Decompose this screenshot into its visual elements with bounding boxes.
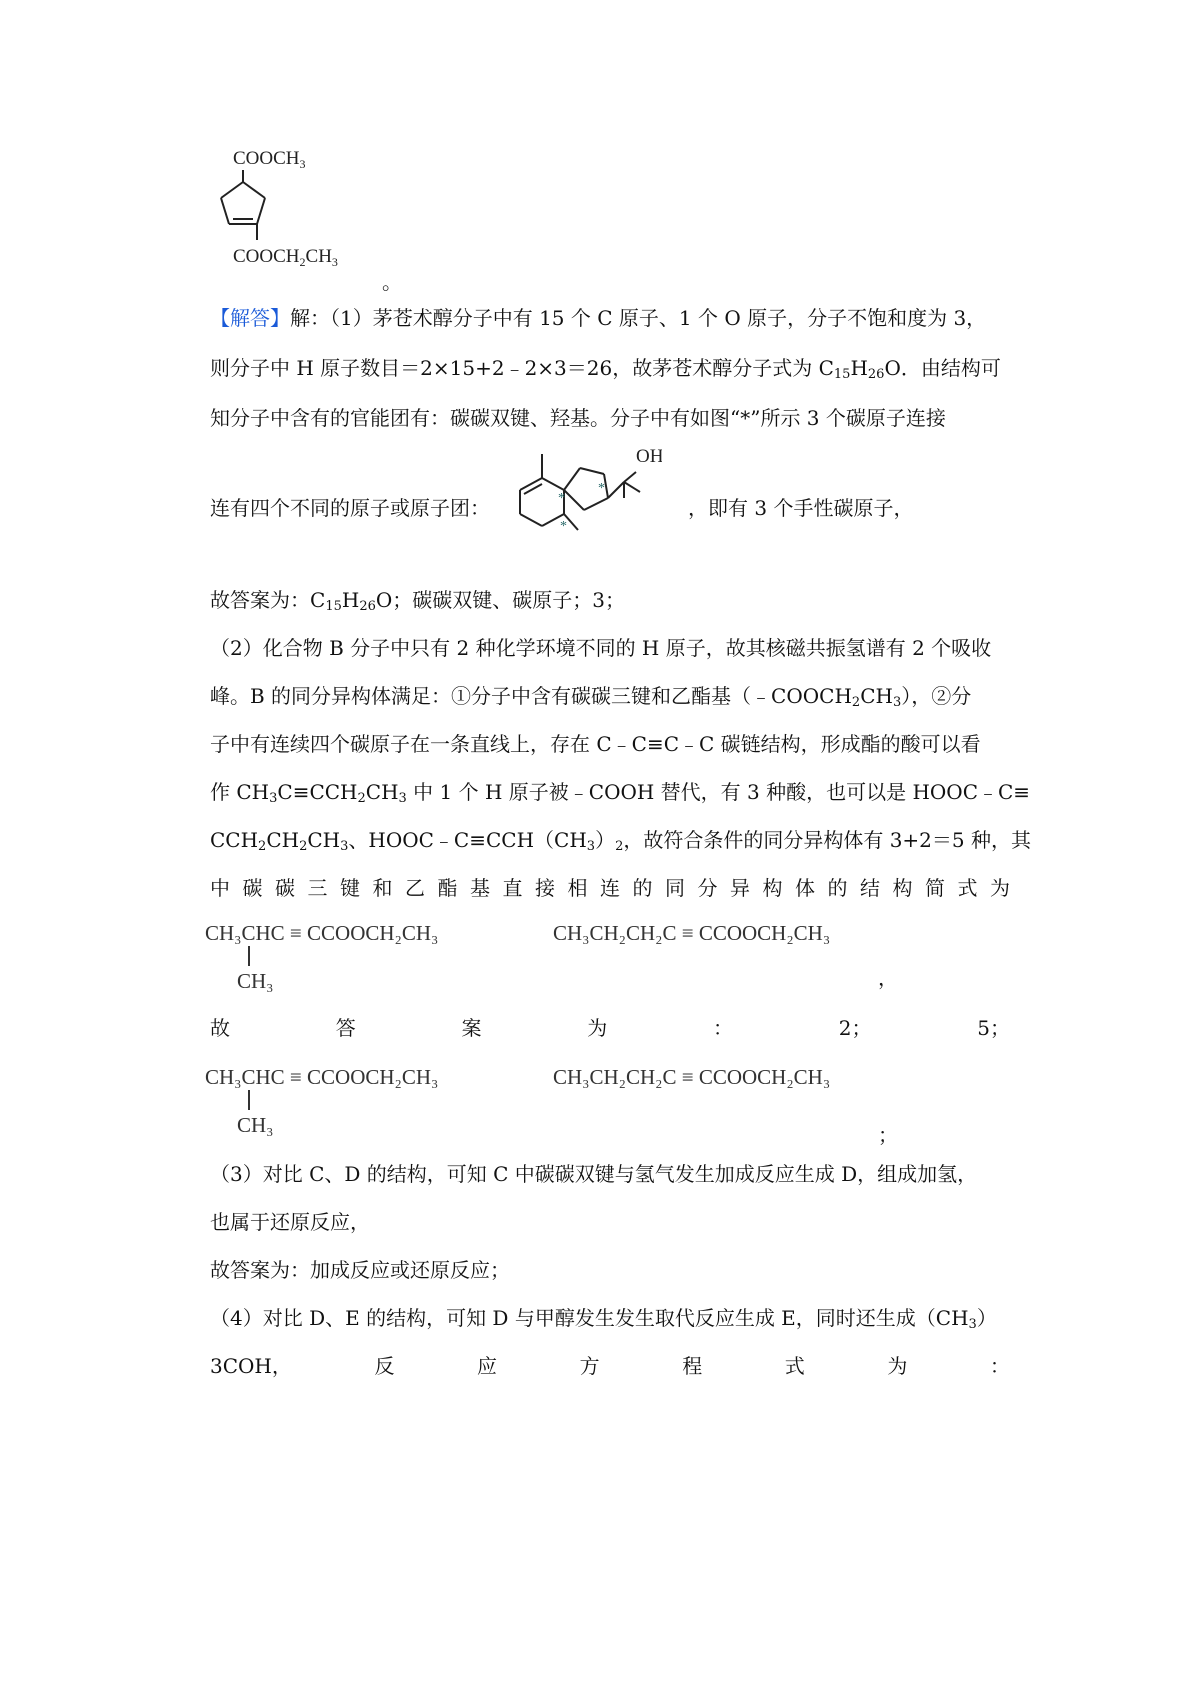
answer-para2-line5: $CCH_2CH_2CH_3$、$HOOC﹣C\equiv CCH(CH_3)_2$，故符合条件的同分异构体有 3+2＝5 种，其 (210, 828, 1031, 854)
answer-para2-line3: 子中有连续四个碳原子在一条直线上，存在 C﹣C≡C﹣C 碳链结构，形成酯的酸可以看 (210, 732, 981, 756)
chiral-star-2: * (598, 481, 605, 496)
formula-linear-2 (553, 1062, 883, 1102)
formula-branched-1 (205, 918, 505, 998)
diester-period: 。 (382, 270, 402, 294)
answer-para4-line2: 3COH， 反 应 方 程 式 为 ： (210, 1354, 1010, 1378)
formula-branched-2-drawing (205, 1062, 505, 1142)
formula-semicolon: ； (878, 1123, 898, 1147)
formula-linear-1-drawing (553, 918, 883, 958)
formula-branched-branch: CH₃ (237, 1113, 274, 1137)
answer-para2-line6: 中 碳 碳 三 键 和 乙 酯 基 直 接 相 连 的 同 分 异 构 体 的 结 构 简 式 为 (210, 876, 1010, 900)
formula-linear-main: CH₃CH₂CH₂C ≡ CCOOCH₂CH₃ (553, 921, 831, 945)
answer-para2-line1: （2）化合物 B 分子中只有 2 种化学环境不同的 H 原子，故其核磁共振氢谱有 2 个吸收 (210, 636, 992, 660)
answer-para3-line1: （3）对比 C、D 的结构，可知 C 中碳碳双键与氢气发生加成反应生成 D，组成加氢， (210, 1162, 978, 1186)
answer-para1-line2: 则分子中 H 原子数目＝2×15+2﹣2×3＝26，故茅苍术醇分子式为 $C_{15}H_{26}O$．由结构可 (210, 356, 1001, 382)
formula-branched-main: CH₃CHC ≡ CCOOCH₂CH₃ (205, 921, 439, 945)
formula-branched-main: CH₃CHC ≡ CCOOCH₂CH₃ (205, 1065, 439, 1089)
answer-para2-line2: 峰。B 的同分异构体满足：①分子中含有碳碳三键和乙酯基$(﹣COOCH_2CH_3)$，②分 (210, 684, 972, 710)
formula-linear-1 (553, 918, 883, 958)
chiral-star-1: * (558, 491, 565, 506)
hydroxyl-label: OH (636, 446, 662, 467)
answer-tag: 【解答】 (210, 306, 290, 330)
diester-bottom-group: $COOCH_2CH_3$ (233, 246, 338, 269)
formula-comma: ， (878, 966, 898, 990)
formula-linear-2-drawing (553, 1062, 883, 1102)
diester-top-group: $COOCH_3$ (233, 148, 306, 171)
formula-branched-1-drawing (205, 918, 505, 998)
answer-para1-line4-right: ，即有 3 个手性碳原子， (688, 496, 914, 520)
answer-para3-line2: 也属于还原反应， (210, 1210, 370, 1234)
chiral-star-3: * (560, 519, 567, 534)
answer-para2-line4: 作 $CH_3C\equiv CCH_2CH_3$ 中 1 个 H 原子被﹣COOH 替代，有 3 种酸，也可以是 HOOC﹣C≡ (210, 780, 1031, 806)
answer-para1-line3: 知分子中含有的官能团有：碳碳双键、羟基。分子中有如图“*”所示 3 个碳原子连接 (210, 406, 946, 430)
answer-1: 故答案为：$C_{15}H_{26}O$；碳碳双键、碳原子；3； (210, 588, 625, 614)
answer-para4-line1: （4）对比 D、E 的结构，可知 D 与甲醇发生发生取代反应生成 E，同时还生成$(CH_3)$ (210, 1306, 997, 1332)
formula-branched-branch: CH₃ (237, 969, 274, 993)
formula-branched-2 (205, 1062, 505, 1142)
answer-2: 故 答 案 为 ： 2； 5； (210, 1016, 1010, 1040)
diester-structure (195, 140, 395, 280)
answer-3: 故答案为：加成反应或还原反应； (210, 1258, 510, 1282)
formula-linear-main: CH₃CH₂CH₂C ≡ CCOOCH₂CH₃ (553, 1065, 831, 1089)
diester-structure-drawing (195, 140, 395, 280)
answer-para1-line4-left: 连有四个不同的原子或原子团： (210, 496, 490, 520)
answer-para1-line1: 【解答】解：（1）茅苍术醇分子中有 15 个 C 原子、1 个 O 原子，分子不饱和度为 3， (210, 306, 987, 330)
